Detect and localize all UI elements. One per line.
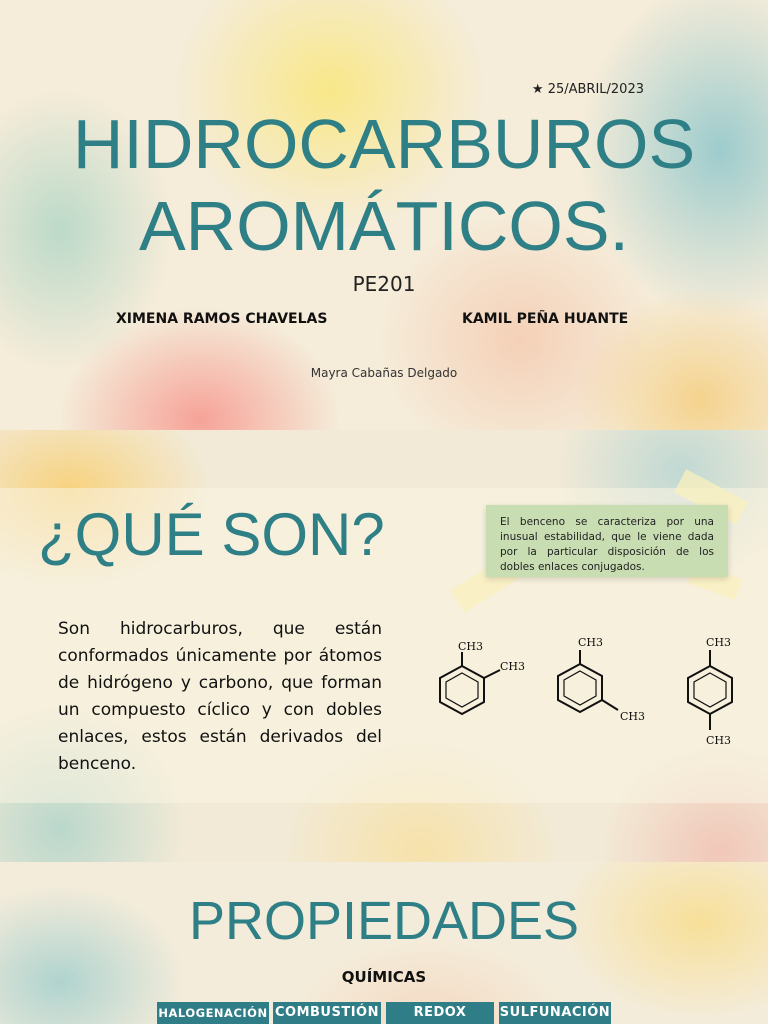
author-name-1: XIMENA RAMOS CHAVELAS (116, 311, 328, 327)
tag-sulfunacion: SULFUNACIÓN (499, 1002, 611, 1024)
teacher-name: Mayra Cabañas Delgado (310, 366, 458, 380)
methyl-label: CH3 (500, 660, 526, 673)
section-title: ¿QUÉ SON? (38, 501, 385, 568)
methyl-label: CH3 (578, 636, 604, 649)
definition-text: Son hidrocarburos, que están conformados únicamente por átomos de hidrógeno y carbono, que forman un compuesto cíclico y con dobles enlaces, estos están derivados del benceno. (58, 619, 382, 774)
what-are-slide (0, 430, 768, 862)
sticky-note (486, 505, 728, 577)
meta-xylene-structure (558, 650, 618, 712)
chemical-subtitle: QUÍMICAS (341, 968, 427, 986)
para-xylene-structure (688, 650, 732, 730)
methyl-label: CH3 (706, 636, 732, 649)
tag-halogenacion: HALOGENACIÓN (157, 1002, 269, 1024)
author-name-2: KAMIL PEÑA HUANTE (462, 311, 629, 327)
methyl-label: CH3 (458, 640, 484, 653)
sticky-note-text: El benceno se caracteriza por una inusual estabilidad, que le viene dada por la particular disposición de los dobles enlaces conjugados. (500, 516, 714, 573)
group-code: PE201 (352, 272, 416, 296)
molecule-structures (420, 626, 750, 766)
date-label: ★ 25/ABRIL/2023 (531, 82, 644, 97)
title-slide (0, 0, 768, 430)
properties-slide (0, 862, 768, 1024)
main-title-line-1: HIDROCARBUROS (72, 105, 696, 183)
methyl-label: CH3 (706, 734, 732, 747)
properties-title: PROPIEDADES (188, 891, 580, 951)
ortho-xylene-structure (440, 652, 500, 714)
methyl-label: CH3 (620, 710, 646, 723)
tag-redox: REDOX (386, 1002, 494, 1024)
main-title (0, 103, 768, 267)
tag-combustion: COMBUSTIÓN (273, 1002, 381, 1024)
main-title-line-2: AROMÁTICOS. (138, 187, 630, 265)
